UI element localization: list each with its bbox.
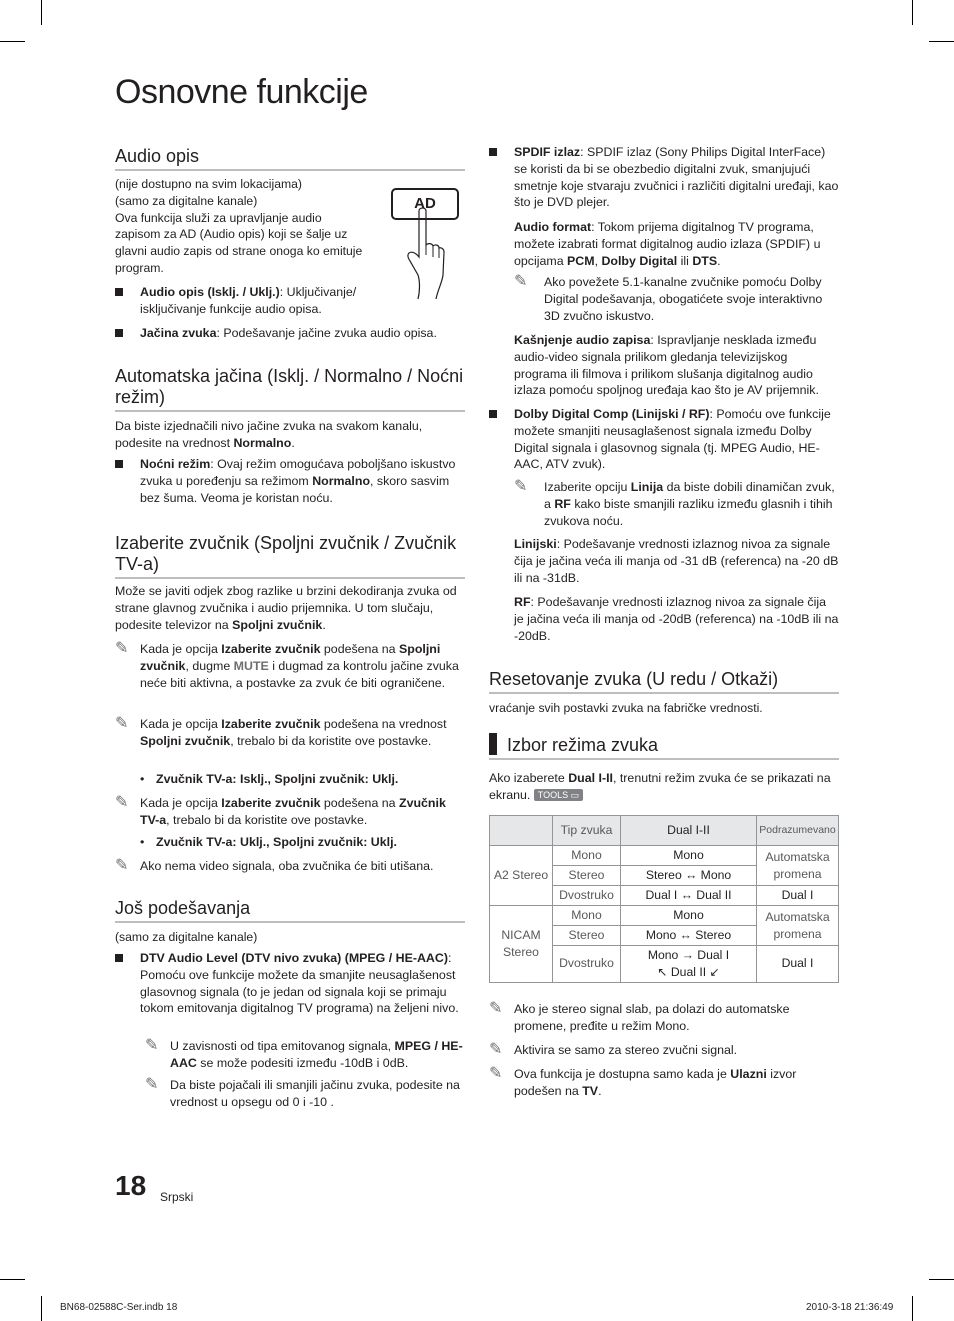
crop-mark (41, 0, 42, 25)
bullet-nocni-rezim (115, 456, 465, 506)
desc-term: Spoljni zvučnik (232, 617, 323, 632)
desc-text: , trenutni režim zvuka će se prikazati na ekranu. (489, 771, 831, 802)
bullet-term: Jačina zvuka (140, 326, 217, 340)
table-cell: A2 Stereo (490, 846, 553, 906)
footer-timestamp: 2010-3-18 21:36:49 (806, 1302, 894, 1313)
linijski-desc (514, 536, 839, 586)
table-cell: Mono (621, 906, 757, 926)
note-text: Ova funkcija je dostupna samo kada je (514, 1067, 731, 1081)
note-term: Zvučnik TV-a (140, 796, 446, 827)
section-bar-icon (489, 733, 497, 755)
table-cell: Mono (621, 846, 757, 866)
pencil-icon: ✎ (115, 794, 129, 811)
pencil-icon: ✎ (514, 273, 528, 290)
availability-note: (nije dostupno na svim lokacijama) (115, 177, 302, 191)
note-mode-2 (489, 1042, 839, 1059)
bullet-dolby-comp (489, 406, 839, 473)
bullet-text: : SPDIF izlaz (Sony Philips Digital InterFace) se koristi da bi se obezbedio digitalni zvuk, smanjujući smetnje koje stvaraju zvučnici i različiti digitalni uređaji, kao što je DVD plejer. (514, 145, 839, 210)
bullet-square-icon (489, 410, 497, 418)
desc-text: Da biste izjednačili nivo jačine zvuka na svakom kanalu, podesite na vrednost (115, 419, 423, 450)
bullet-term: Noćni režim (140, 457, 211, 471)
note-speaker-1 (115, 641, 465, 691)
footer-file-info: BN68-02588C-Ser.indb 18 (60, 1302, 178, 1313)
note-text: se može podesiti između -10dB i 0dB. (196, 1055, 409, 1070)
note-spdif-2 (514, 479, 839, 529)
heading-text: Izbor režima zvuka (507, 735, 659, 755)
pencil-icon: ✎ (489, 1041, 503, 1058)
desc-text: , (594, 253, 602, 268)
table-cell: Stereo (553, 866, 621, 886)
bullet-term: Dolby Digital Comp (Linijski / RF) (514, 407, 710, 421)
desc-term: Kašnjenje audio zapisa (514, 333, 651, 347)
note-text: Da biste pojačali ili smanjili jačinu zvuka, podesite na vrednost u opsegu od 0 i -10 . (170, 1078, 460, 1109)
note-text: Kada je opcija (140, 796, 222, 810)
bullet-text: : Pomoću ove funkcije možete smanjiti neusaglašenost signala između Dolby Digital signala i glasovnog signala (tj. MPEG Audio, HE-AAC, ATV zvuk). (514, 407, 831, 472)
desc-term: Dolby Digital (601, 253, 678, 268)
setting-text: Zvučnik TV-a: Isklj., Spoljni zvučnik: Uklj. (156, 772, 399, 786)
desc-text: : Ispravljanje nesklada između audio-video signala prilikom gledanja televizijskog programa ili filmova i prilikom slušanja digitalnog audio izlaza pomoću spoljnog uređaja kao što je AV prijemnik. (514, 333, 819, 398)
desc-term: Normalno (233, 435, 292, 450)
note-text: podešena na vrednost (320, 717, 447, 731)
note-text: kako biste smanjili razliku između glasnih i tihih zvukova noću. (544, 496, 833, 528)
table-cell: Mono ↔ Stereo (621, 926, 757, 946)
setting-line-2 (140, 834, 465, 851)
note-text: podešena na (320, 796, 400, 810)
bullet-square-icon (489, 148, 497, 156)
note-text: Kada je opcija (140, 642, 222, 656)
note-term: MUTE (233, 658, 269, 673)
tools-badge (534, 789, 583, 801)
note-term: TV (582, 1083, 599, 1098)
audio-delay-desc (514, 332, 839, 399)
bullet-square-icon (115, 954, 123, 962)
note-term: Izaberite zvučnik (221, 642, 321, 656)
pencil-icon: ✎ (115, 857, 129, 874)
reset-desc: vraćanje svih postavki zvuka na fabričke vrednosti. (489, 701, 763, 715)
desc-text: Ako izaberete (489, 771, 569, 785)
bullet-spdif (489, 144, 839, 211)
note-term: Spoljni zvučnik (140, 733, 231, 748)
setting-line-1 (140, 771, 465, 788)
bullet-term: Normalno (312, 473, 371, 488)
note-text: , trebalo bi da koristite ove postavke. (166, 812, 368, 827)
page-number: 18 (115, 1170, 147, 1201)
cell-line: ↖ Dual II ↙ (657, 964, 720, 979)
crop-mark (912, 0, 913, 25)
audio-opis-desc: Ova funkcija služi za upravljanje audio zapisom za AD (Audio opis) koji se šalje uz glavni audio zapis od strane onoga ko emituje program. (115, 210, 363, 275)
table-header-cell: Podrazumevano (757, 816, 839, 846)
desc-term: DTS (692, 253, 718, 268)
tools-label: TOOLS (537, 789, 569, 800)
note-term: Spoljni zvučnik (140, 642, 441, 673)
note-spdif-1 (514, 274, 839, 324)
pencil-icon: ✎ (489, 1000, 503, 1017)
bullet-term: Audio opis (Isklj. / Uklj.) (140, 285, 280, 299)
note-text: da biste dobili dinamičan zvuk, a (544, 480, 835, 511)
audio-opis-intro (115, 176, 370, 277)
note-more-1 (145, 1038, 465, 1072)
note-text: Ako je stereo signal slab, pa dolazi do automatske promene, pređite u režim Mono. (514, 1002, 790, 1033)
note-text: Aktivira se samo za stereo zvučni signal. (514, 1043, 738, 1057)
sound-mode-desc (489, 770, 839, 804)
note-speaker-2 (115, 716, 465, 750)
bullet-text: : Pomoću ove funkcije možete da smanjite neusaglašenost glasovnog signala (to je jedan od signala koji se primaju tokom emitovanja digitalnog TV programa) na željeni nivo. (140, 951, 459, 1016)
bullet-dtv-audio-level (115, 950, 465, 1017)
bullet-text: : Podešavanje jačine zvuka audio opisa. (216, 326, 437, 340)
auto-volume-desc (115, 418, 465, 452)
page-title: Osnovne funkcije (115, 73, 368, 111)
bullet-square-icon (115, 329, 123, 337)
heading-reset-sound: Resetovanje zvuka (U redu / Otkaži) (489, 669, 839, 694)
note-text: Izaberite opciju (544, 480, 631, 494)
bullet-dot-icon: • (140, 835, 145, 849)
note-text: . (598, 1083, 602, 1098)
crop-mark (929, 41, 954, 42)
note-term: Linija (630, 480, 664, 494)
crop-mark (0, 41, 25, 42)
heading-sound-mode (489, 733, 839, 760)
rf-desc (514, 594, 839, 644)
language-label: Srpski (160, 1190, 194, 1204)
setting-text: Zvučnik TV-a: Uklj., Spoljni zvučnik: Uklj. (156, 835, 397, 849)
desc-text: . (717, 253, 721, 268)
desc-text: . (291, 435, 295, 450)
speaker-desc (115, 583, 465, 633)
cell-line: Mono → Dual I (647, 948, 730, 962)
desc-text: : Podešavanje vrednosti izlaznog nivoa za signale čija je jačina veća ili manja od -31 dB (referenca) na -20 dB ili na -31dB. (514, 537, 839, 585)
table-header-row (490, 816, 839, 846)
desc-term: RF (514, 595, 531, 609)
digital-note: (samo za digitalne kanale) (115, 193, 258, 208)
bullet-text: : Uključivanje/ isključivanje funkcije audio opisa. (140, 285, 357, 316)
table-cell: Dual I (757, 886, 839, 906)
heading-speaker: Izaberite zvučnik (Spoljni zvučnik / Zvučnik TV-a) (115, 533, 465, 579)
table-cell: Stereo ↔ Mono (621, 866, 757, 886)
bullet-text: : Ovaj režim omogućava poboljšano iskustvo zvuka u poređenju sa režimom (140, 457, 456, 488)
ad-key-icon: AD (391, 188, 459, 220)
pencil-icon: ✎ (115, 715, 129, 732)
crop-mark (41, 1296, 42, 1321)
pencil-icon: ✎ (145, 1037, 159, 1054)
note-term: RF (554, 496, 571, 511)
pencil-icon: ✎ (115, 640, 129, 657)
table-cell: Mono (553, 906, 621, 926)
table-cell: Mono (553, 846, 621, 866)
note-mode-1 (489, 1001, 839, 1035)
note-more-2 (145, 1077, 465, 1111)
table-cell: NICAM Stereo (490, 906, 553, 983)
table-cell (621, 946, 757, 983)
desc-term: Linijski (514, 537, 557, 551)
heading-audio-opis: Audio opis (115, 146, 465, 171)
desc-text: : Tokom prijema digitalnog TV programa, možete izabrati format digitalnog audio izlaza (SPDIF) u opcijama (514, 220, 821, 268)
heading-more-settings: Još podešavanja (115, 898, 465, 923)
note-text: , dugme (185, 658, 234, 673)
table-header-cell: Dual I-II (621, 816, 757, 846)
table-cell: Dual I (757, 946, 839, 983)
table-row (490, 906, 839, 926)
table-header-blank (490, 816, 553, 846)
table-cell: Automatska promena (757, 846, 839, 886)
table-cell: Dual I ↔ Dual II (621, 886, 757, 906)
bullet-square-icon (115, 460, 123, 468)
note-text: , trebalo bi da koristite ove postavke. (230, 733, 432, 748)
table-cell: Automatska promena (757, 906, 839, 946)
desc-text: ili (677, 253, 693, 268)
heading-auto-volume: Automatska jačina (Isklj. / Normalno / Noćni režim) (115, 366, 465, 412)
table-cell: Dvostruko (553, 946, 621, 983)
bullet-term: DTV Audio Level (DTV nivo zvuka) (MPEG / HE-AAC) (140, 951, 448, 965)
note-term: MPEG / HE-AAC (170, 1039, 463, 1070)
note-term: Izaberite zvučnik (221, 717, 321, 731)
pencil-icon: ✎ (514, 478, 528, 495)
note-mode-3 (489, 1066, 839, 1100)
crop-mark (929, 1279, 954, 1280)
note-text: podešena na (320, 642, 400, 656)
hand-pointer-icon (396, 205, 446, 300)
desc-term: PCM (567, 253, 595, 268)
table-row (490, 846, 839, 866)
bullet-term: SPDIF izlaz (514, 145, 581, 159)
table-header-cell: Tip zvuka (553, 816, 621, 846)
sound-mode-table (489, 815, 839, 983)
bullet-audio-opis-toggle (115, 284, 385, 318)
desc-term: Audio format (514, 220, 592, 234)
desc-text: : Podešavanje vrednosti izlaznog nivoa za signale čija je jačina veća ili manja od -20dB (referenca) na -10dB ili na -20dB. (514, 595, 839, 643)
pencil-icon: ✎ (489, 1065, 503, 1082)
pencil-icon: ✎ (145, 1076, 159, 1093)
note-text: izvor podešen na (514, 1067, 797, 1098)
note-term: Izaberite zvučnik (221, 796, 321, 810)
crop-mark (0, 1279, 25, 1280)
tools-icon: ▭ (570, 789, 580, 800)
note-text: Ako povežete 5.1-kanalne zvučnike pomoću Dolby Digital podešavanja, obogatićete svoje interaktivno 3D zvučno iskustvo. (544, 275, 823, 323)
note-text: Kada je opcija (140, 717, 222, 731)
bullet-text: , skoro sasvim bez šuma. Veoma je koristan noću. (140, 473, 450, 505)
crop-mark (912, 1296, 913, 1321)
bullet-dot-icon: • (140, 772, 145, 786)
audio-format-desc (514, 219, 839, 269)
note-speaker-4 (115, 858, 465, 875)
table-cell: Dvostruko (553, 886, 621, 906)
more-note: (samo za digitalne kanale) (115, 930, 258, 944)
note-text: U zavisnosti od tipa emitovanog signala, (170, 1039, 395, 1053)
table-cell: Stereo (553, 926, 621, 946)
note-text: i dugmad za kontrolu jačine zvuka neće biti aktivna, a postavke za zvuk će biti ograničene. (140, 658, 459, 690)
desc-term: Dual I-II (568, 771, 613, 785)
note-speaker-3 (115, 795, 465, 829)
bullet-jacina-zvuka (115, 325, 465, 342)
note-text: Ako nema video signala, oba zvučnika će biti utišana. (140, 859, 434, 873)
note-term: Ulazni (730, 1067, 767, 1081)
desc-text: Može se javiti odjek zbog razlike u brzini dekodiranja zvuka od strane glavnog zvučnika i audio prijemnika. U tom slučaju, podesite televizor na (115, 584, 457, 632)
bullet-square-icon (115, 288, 123, 296)
desc-text: . (322, 617, 326, 632)
